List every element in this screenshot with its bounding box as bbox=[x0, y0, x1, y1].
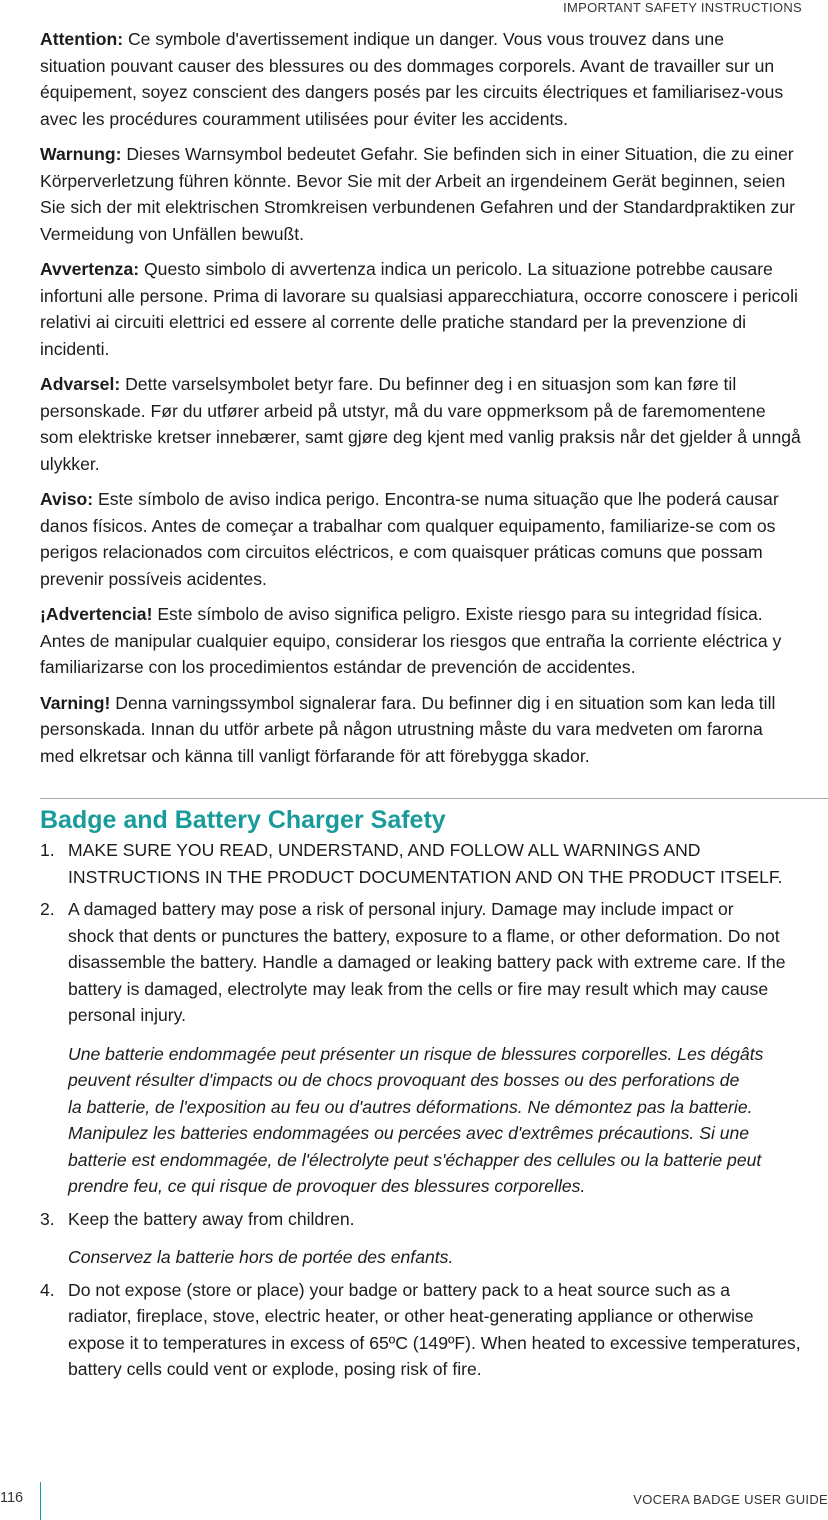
warning-text: Dieses Warnsymbol bedeutet Gefahr. Sie befinden sich in einer Situation, die zu einer Körperverletzung führen könnte. Bevor Sie mit der Arbeit an irgendeinem Gerät beginnen, seien Sie sich der mit elektrischen Stromkreisen verbundenen Gefahren und der Standardpraktiken zur Vermeidung von Unfällen bewußt. bbox=[40, 144, 795, 244]
warning-swedish bbox=[40, 690, 828, 770]
warning-label: Aviso: bbox=[40, 489, 94, 509]
list-item bbox=[40, 896, 828, 1200]
warning-list bbox=[40, 26, 828, 778]
item-number: 1. bbox=[40, 840, 55, 860]
warning-french bbox=[40, 26, 828, 132]
item-french-translation: Conservez la batterie hors de portée des enfants. bbox=[68, 1247, 454, 1267]
footer-divider bbox=[40, 1482, 41, 1520]
safety-item-list bbox=[40, 837, 828, 1389]
running-header: IMPORTANT SAFETY INSTRUCTIONS bbox=[563, 0, 802, 15]
item-number: 3. bbox=[40, 1208, 55, 1229]
warning-spanish bbox=[40, 601, 828, 681]
warning-label: Varning! bbox=[40, 692, 111, 713]
warning-norwegian bbox=[40, 371, 828, 477]
section-title: Badge and Battery Charger Safety bbox=[40, 806, 446, 834]
warning-label: Warnung: bbox=[40, 144, 122, 164]
page-number: 116 bbox=[0, 1490, 24, 1506]
warning-text: Questo simbolo di avvertenza indica un pericolo. La situazione potrebbe causare infortuni alle persone. Prima di lavorare su qualsiasi apparecchiatura, occorre conoscere i pericoli relativi ai circuiti elettrici ed essere al corrente delle pratiche standard per la prevenzione di incidenti. bbox=[40, 259, 798, 359]
list-item bbox=[40, 1206, 828, 1271]
list-item bbox=[40, 837, 828, 890]
warning-text: Denna varningssymbol signalerar fara. Du befinner dig i en situation som kan leda till personskada. Innan du utför arbete på någon utrustning måste du vara medveten om farorna med elkretsar och känna till vanligt förfarande för att förebygga skador. bbox=[40, 692, 776, 766]
item-text: A damaged battery may pose a risk of personal injury. Damage may include impact or shock that dents or punctures the battery, exposure to a flame, or other deformation. Do not disassemble the battery. Handle a damaged or leaking battery pack with extreme care. If the battery is damaged, electrolyte may leak from the cells or fire may result which may cause personal injury. bbox=[68, 899, 786, 1025]
warning-label: ¡Advertencia! bbox=[40, 604, 153, 624]
warning-german bbox=[40, 141, 828, 247]
item-text: Do not expose (store or place) your badge or battery pack to a heat source such as a radiator, fireplace, stove, electric heater, or other heat-generating appliance or otherwise expose it to temperatures in excess of 65ºC (149ºF). When heated to excessive temperatures, battery cells could vent or explode, posing risk of fire. bbox=[68, 1279, 801, 1379]
warning-text: Este símbolo de aviso significa peligro. Existe riesgo para su integridad física. Antes de manipular cualquier equipo, considerar los riesgos que entraña la corriente eléctrica y familiarizarse con los procedimientos estándar de prevención de accidentes. bbox=[40, 604, 782, 677]
warning-italian bbox=[40, 256, 828, 362]
footer-guide-title: VOCERA BADGE USER GUIDE bbox=[633, 1492, 828, 1507]
item-number: 2. bbox=[40, 899, 55, 919]
item-number: 4. bbox=[40, 1279, 55, 1300]
warning-portuguese bbox=[40, 486, 828, 592]
section-divider bbox=[40, 798, 828, 799]
warning-text: Ce symbole d'avertissement indique un danger. Vous vous trouvez dans une situation pouvant causer des blessures ou des dommages corporels. Avant de travailler sur un équipement, soyez conscient des dangers posés par les circuits électriques et familiarisez-vous avec les procédures couramment utilisées pour éviter les accidents. bbox=[40, 29, 784, 129]
item-french-translation: Une batterie endommagée peut présenter un risque de blessures corporelles. Les dégâts peuvent résulter d'impacts ou de chocs provoquant des bosses ou des perforations de la batterie, de l'exposition au feu ou d'autres déformations. Ne démontez pas la batterie. Manipulez les batteries endommagées ou percées avec d'extrêmes précautions. Si une batterie est endommagée, de l'électrolyte peut s'échapper des cellules ou la batterie peut prendre feu, ce qui risque de provoquer des blessures corporelles. bbox=[68, 1043, 764, 1196]
warning-label: Advarsel: bbox=[40, 374, 121, 394]
warning-label: Attention: bbox=[40, 29, 124, 49]
warning-text: Dette varselsymbolet betyr fare. Du befinner deg i en situasjon som kan føre til personskade. Før du utfører arbeid på utstyr, må du vare oppmerksom på de faremomentene som elektriske kretser innebærer, samt gjøre deg kjent med vanlig praksis når det gjelder å unngå ulykker. bbox=[40, 374, 801, 474]
warning-text: Este símbolo de aviso indica perigo. Encontra-se numa situação que lhe poderá causar danos físicos. Antes de começar a trabalhar com qualquer equipamento, familiarize-se com os perigos relacionados com circuitos eléctricos, e com quaisquer práticas comuns que possam prevenir possíveis acidentes. bbox=[40, 489, 779, 589]
list-item bbox=[40, 1277, 828, 1383]
warning-label: Avvertenza: bbox=[40, 259, 140, 279]
item-text: Keep the battery away from children. bbox=[68, 1208, 355, 1229]
item-text: MAKE SURE YOU READ, UNDERSTAND, AND FOLLOW ALL WARNINGS AND INSTRUCTIONS IN THE PRODUCT DOCUMENTATION AND ON THE PRODUCT ITSELF. bbox=[68, 840, 783, 887]
